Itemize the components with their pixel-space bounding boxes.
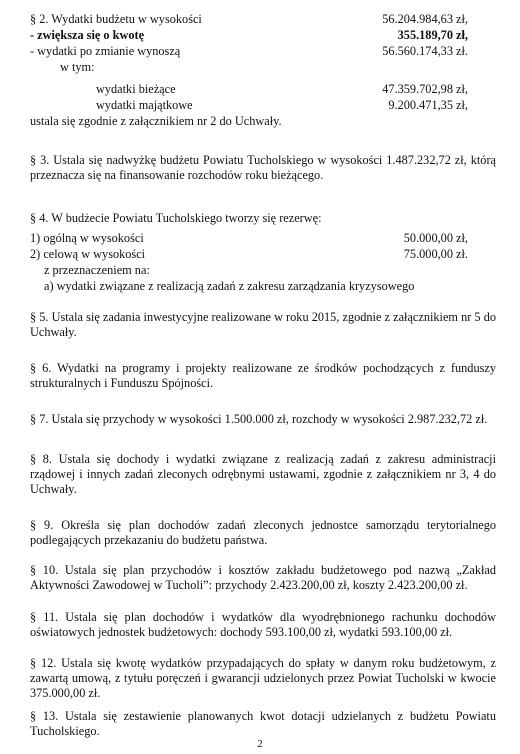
s2-line3: - wydatki po zmianie wynoszą <box>30 44 181 58</box>
s4-line1-amount: 50.000,00 zł, <box>403 231 468 245</box>
s7-paragraph: § 7. Ustala się przychody w wysokości 1.500.000 zł, rozchody w wysokości 2.987.232,72 zł. <box>30 412 488 426</box>
s2-line5-amount: 47.359.702,98 zł, <box>382 82 468 96</box>
s3-paragraph: § 3. Ustala się nadwyżkę budżetu Powiatu Tucholskiego w wysokości 1.487.232,72 zł, którą przeznacza się na finansowanie rozchodów roku bieżącego. <box>30 153 496 182</box>
s2-line6: wydatki majątkowe <box>96 98 193 112</box>
s2-line2-amount: 355.189,70 zł, <box>397 28 468 42</box>
s2-line5: wydatki bieżące <box>96 82 176 96</box>
s2-line4: w tym: <box>60 60 95 74</box>
s2-line7: ustala się zgodnie z załącznikiem nr 2 do Uchwały. <box>30 114 282 128</box>
s9-paragraph: § 9. Określa się plan dochodów zadań zleconych jednostce samorządu terytorialnego podlegających przekazaniu do budżetu państwa. <box>30 518 496 547</box>
s2-line2: - zwiększa się o kwotę <box>30 28 145 42</box>
s2-line3-amount: 56.560.174,33 zł. <box>382 44 468 58</box>
s11-paragraph: § 11. Ustala się plan dochodów i wydatków dla wyodrębnionego rachunku dochodów oświatowych jednostek budżetowych: dochody 593.100,00 zł, wydatki 593.100,00 zł. <box>30 610 496 639</box>
s2-line1: § 2. Wydatki budżetu w wysokości <box>30 12 202 26</box>
s10-paragraph: § 10. Ustala się plan przychodów i kosztów zakładu budżetowego pod nazwą „Zakład Aktywności Zawodowej w Tucholi”: przychody 2.423.200,00 zł, koszty 2.423.200,00 zł. <box>30 563 496 592</box>
s2-line1-amount: 56.204.984,63 zł, <box>382 12 468 26</box>
s4-line3: z przeznaczeniem na: <box>44 263 150 277</box>
s6-paragraph: § 6. Wydatki na programy i projekty realizowane ze środków pochodzących z funduszy strukturalnych i Funduszu Spójności. <box>30 361 496 390</box>
s4-line2-amount: 75.000,00 zł. <box>403 247 468 261</box>
page-number: 2 <box>257 738 263 750</box>
s12-paragraph: § 12. Ustala się kwotę wydatków przypadających do spłaty w danym roku budżetowym, z zawartą umową, z tytułu poręczeń i gwarancji udzielonych przez Powiat Tucholski w kwocie 375.000,00 zł. <box>30 656 496 700</box>
s2-line6-amount: 9.200.471,35 zł, <box>388 98 468 112</box>
s4-line1: 1) ogólną w wysokości <box>30 231 144 245</box>
s13-paragraph: § 13. Ustala się zestawienie planowanych kwot dotacji udzielanych z budżetu Powiatu Tucholskiego. <box>30 709 496 738</box>
s5-paragraph: § 5. Ustala się zadania inwestycyjne realizowane w roku 2015, zgodnie z załącznikiem nr 5 do Uchwały. <box>30 310 496 339</box>
s4-line4: a) wydatki związane z realizacją zadań z zakresu zarządzania kryzysowego <box>44 279 415 293</box>
s8-paragraph: § 8. Ustala się dochody i wydatki związane z realizacją zadań z zakresu administracji rządowej i innych zadań zleconych odrębnymi ustawami, zgodnie z załącznikiem nr 3, 4 do Uchwały. <box>30 452 496 496</box>
s4-title: § 4. W budżecie Powiatu Tucholskiego tworzy się rezerwę: <box>30 211 322 225</box>
s4-line2: 2) celową w wysokości <box>30 247 146 261</box>
